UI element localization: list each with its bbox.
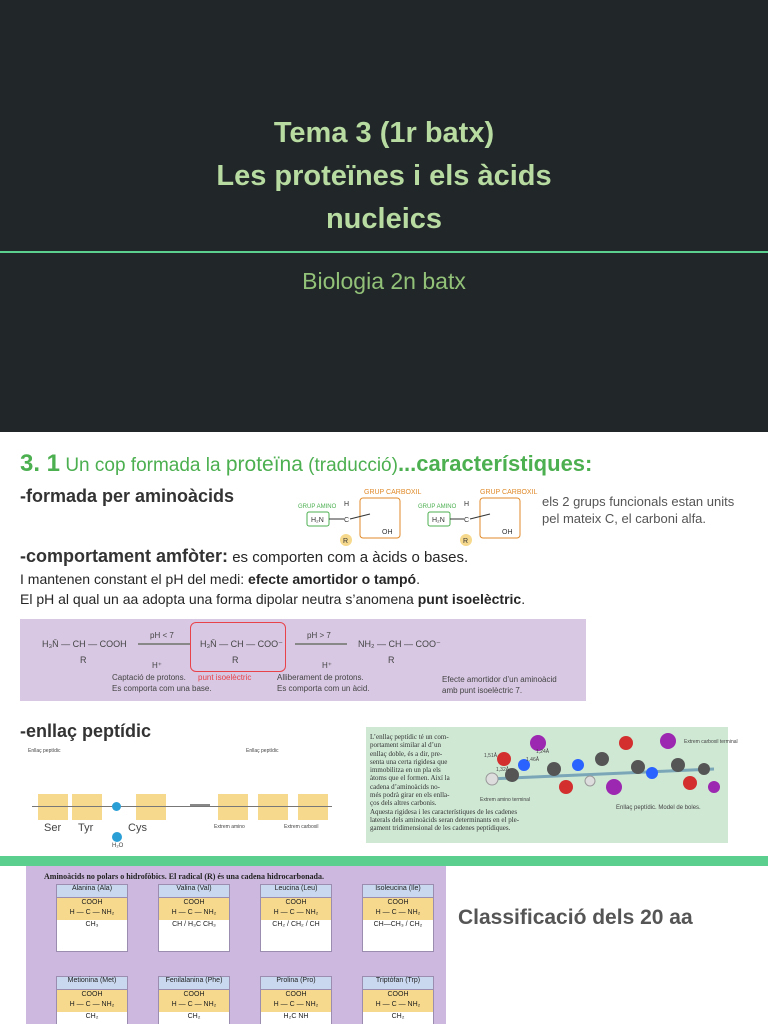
caption-alliberament: Alliberament de protons.	[277, 673, 364, 682]
aa-box-3	[136, 794, 166, 820]
oh-ball	[112, 802, 121, 811]
peptide-text-line: ços dels altres carbonis.	[370, 799, 437, 808]
tampo-bold: efecte amortidor o tampó	[248, 571, 417, 587]
water-label: H₂O	[112, 843, 124, 849]
aa-name: Metionina (Met)	[57, 977, 127, 990]
peptide-bond-figure	[28, 748, 358, 852]
heading-part-d: ...característiques:	[397, 451, 593, 476]
slide-title	[0, 112, 768, 241]
heading-number: 3. 1	[20, 450, 61, 477]
title-line-1: Tema 3 (1r batx)	[273, 117, 495, 149]
isoelectric-period: .	[521, 591, 526, 607]
c-text: C	[344, 517, 350, 524]
label-cys: Cys	[128, 822, 147, 834]
arrow-left	[138, 643, 190, 645]
aa-radical: CH₂	[187, 1013, 201, 1020]
hcnh2-text: H — C — NH₂	[171, 909, 217, 916]
aa-box-1	[38, 794, 68, 820]
amfoter-label: -comportament amfòter:	[20, 546, 229, 566]
amfoter-line	[20, 546, 468, 567]
classification-slide	[0, 866, 768, 1024]
aa-core	[159, 898, 229, 920]
caption-captacio: Captació de protons.	[112, 673, 186, 682]
section-heading	[20, 450, 592, 478]
amino-acid-table-panel	[26, 866, 446, 1024]
label-grup-carboxil-2: GRUP CARBOXIL	[480, 489, 538, 496]
characteristics-slide	[0, 432, 768, 856]
enllac-label: -enllaç peptídic	[20, 721, 152, 741]
water-ball	[112, 832, 122, 842]
formula-acid: H₃N̄ — CH — COOH	[42, 639, 127, 649]
aa-name: Alanina (Ala)	[57, 885, 127, 898]
ph-greater-7: pH > 7	[307, 631, 331, 640]
model-amino-label: Extrem amino terminal	[480, 797, 531, 803]
oh-text: OH	[382, 529, 393, 536]
peptide-text-line: L’enllaç peptídic té un com-	[370, 733, 449, 741]
structure-right	[418, 489, 538, 546]
peptide-text-line: Aquesta rigidesa i les característiques de les cadenes	[370, 807, 518, 816]
peptide-text-line: més podrà girar en els enlla-	[370, 791, 450, 800]
tampo-period: .	[416, 571, 420, 587]
peptide-text-line: immobilitza en un pla els	[370, 766, 441, 775]
aa-card-leucina	[260, 884, 332, 952]
buffer-panel	[20, 619, 586, 701]
aa-card-fenilalanina	[158, 976, 230, 1024]
formula-acid-r: R	[80, 655, 87, 665]
h-text: H	[344, 501, 350, 508]
peptide-text-line: àtoms que el formen. Així la	[370, 774, 450, 783]
hcnh2-text: H — C — NH₂	[273, 909, 319, 916]
enllac-small-label-2: Enllaç peptídic	[246, 748, 279, 754]
aa-card-prolina	[260, 976, 332, 1024]
heading-part-b: proteïna	[225, 453, 303, 476]
aa-radical: CH₂	[85, 1013, 99, 1020]
h2n-text-2: H₂N	[432, 517, 445, 524]
formula-base-r: R	[388, 655, 395, 665]
h2n-text: H₂N	[311, 517, 324, 524]
bond-length-4: 1,32Å	[496, 767, 510, 773]
classification-heading: Classificació dels 20 aa	[458, 906, 693, 929]
aa-name: Isoleucina (Ile)	[363, 885, 433, 898]
caption-punt: punt isoelèctric	[198, 673, 252, 682]
c-text-2: C	[464, 517, 470, 524]
cooh-text: COOH	[387, 899, 409, 906]
label-grup-carboxil: GRUP CARBOXIL	[364, 489, 422, 496]
caption-efecte-1: Efecte amortidor d’un aminoàcid	[442, 675, 557, 684]
reaction-arrow	[190, 804, 210, 806]
oh-text-2: OH	[502, 529, 513, 536]
cooh-text: COOH	[387, 991, 409, 998]
aa-box-5	[258, 794, 288, 820]
aa-core	[159, 990, 229, 1012]
title-line-2: Les proteïnes i els àcids	[216, 160, 552, 192]
bond-length-1: 1,24Å	[536, 749, 550, 755]
aa-core	[261, 898, 331, 920]
title-slide	[0, 0, 768, 432]
slide-subtitle: Biologia 2n batx	[302, 268, 466, 294]
arrow-right	[295, 643, 347, 645]
formula-dipolar-r: R	[232, 655, 239, 665]
amfoter-text: es comporten com a àcids o bases.	[228, 549, 469, 566]
aa-box-4	[218, 794, 248, 820]
aa-name: Fenilalanina (Phe)	[159, 977, 229, 990]
cooh-text: COOH	[81, 899, 103, 906]
aa-core	[57, 990, 127, 1012]
aa-card-metionina	[56, 976, 128, 1024]
cooh-text: COOH	[183, 991, 205, 998]
aa-box-2	[72, 794, 102, 820]
peptide-text-line: senta una certa rigidesa que	[370, 757, 448, 766]
isoelectric-text: El pH al qual un aa adopta una forma dipolar neutra s’anomena	[20, 591, 418, 607]
formula-dipolar: H₃N̄ — CH — COO⁻	[200, 639, 283, 649]
peptide-explanation-panel	[366, 727, 738, 843]
aa-core	[363, 990, 433, 1012]
ph-less-7: pH < 7	[150, 631, 174, 640]
formula-base: NH₂ — CH — COO⁻	[358, 639, 441, 649]
tampo-text: I mantenen constant el pH del medi:	[20, 571, 249, 587]
peptide-text-line: cadena d’aminoàcids no-	[370, 782, 440, 791]
backbone-line	[32, 806, 332, 807]
heading-part-a: Un cop formada la	[65, 455, 226, 476]
peptide-text-line: enllaç doble, és a dir, pre-	[370, 749, 443, 758]
aa-core	[363, 898, 433, 920]
caption-acid: Es comporta com un àcid.	[277, 684, 370, 693]
aa-name: Prolina (Pro)	[261, 977, 331, 990]
cooh-text: COOH	[285, 899, 307, 906]
aa-card-alanina	[56, 884, 128, 952]
peptide-text-line: portament similar al d’un	[370, 741, 441, 750]
aa-card-triptofan	[362, 976, 434, 1024]
cooh-text: COOH	[81, 991, 103, 998]
caption-base: Es comporta com una base.	[112, 684, 212, 693]
tampo-line	[20, 571, 420, 587]
aa-radical: CH₂ / CH₂ / CH	[272, 921, 320, 928]
hplus-right: H⁺	[322, 661, 332, 670]
formada-label: -formada per aminoàcids	[20, 486, 235, 506]
aa-box-6	[298, 794, 328, 820]
hplus-left: H⁺	[152, 661, 162, 670]
aa-radical: CH₃	[85, 921, 99, 928]
aa-radical: CH—CH₃ / CH₂	[373, 921, 423, 928]
label-tyr: Tyr	[78, 822, 94, 834]
slide-separator	[0, 856, 768, 866]
hcnh2-text: H — C — NH₂	[375, 1001, 421, 1008]
cooh-text: COOH	[285, 991, 307, 998]
heading-part-c: (traducció)	[302, 455, 398, 476]
title-divider	[0, 251, 768, 253]
amino-acid-structure-diagram	[292, 484, 540, 550]
model-caption: Enllaç peptídic. Model de boles.	[616, 805, 701, 811]
label-grup-amino: GRUP AMINO	[298, 504, 337, 510]
extrem-carboxil-label: Extrem carboxil	[284, 824, 319, 830]
bond-length-3: 1,51Å	[484, 753, 498, 759]
aa-name: Valina (Val)	[159, 885, 229, 898]
hcnh2-text: H — C — NH₂	[69, 909, 115, 916]
bond-length-2: 1,46Å	[526, 757, 540, 763]
aa-core	[57, 898, 127, 920]
aa-core	[261, 990, 331, 1012]
label-grup-amino-2: GRUP AMINO	[418, 504, 457, 510]
aa-radical: CH₂	[391, 1013, 405, 1020]
hcnh2-text: H — C — NH₂	[69, 1001, 115, 1008]
hcnh2-text: H — C — NH₂	[171, 1001, 217, 1008]
aa-radical: H₂C NH	[283, 1013, 309, 1020]
h-text-2: H	[464, 501, 470, 508]
panel-title: Aminoàcids no polars o hidrofòbics. El radical (R) és una cadena hidrocarbonada.	[44, 872, 324, 881]
caption-efecte-2: amb punt isoelèctric 7.	[442, 686, 523, 695]
title-line-3: nucleics	[325, 203, 443, 235]
r-text: R	[343, 538, 349, 545]
hcnh2-text: H — C — NH₂	[273, 1001, 319, 1008]
aa-card-isoleucina	[362, 884, 434, 952]
cooh-text: COOH	[183, 899, 205, 906]
extrem-amino-label: Extrem amino	[214, 824, 245, 830]
r-text-2: R	[463, 538, 469, 545]
hcnh2-text: H — C — NH₂	[375, 909, 421, 916]
structure-left	[298, 489, 422, 546]
groups-note-1: els 2 grups funcionals estan units	[542, 494, 735, 509]
aa-name: Triptòfan (Trp)	[363, 977, 433, 990]
peptide-text-line: gament tridimensional de les cadenes peptídiques.	[370, 824, 511, 833]
groups-note-2: pel mateix C, el carboni alfa.	[542, 511, 707, 526]
model-carboxil-label: Extrem carboxil terminal	[684, 739, 738, 745]
aa-name: Leucina (Leu)	[261, 885, 331, 898]
label-ser: Ser	[44, 822, 62, 834]
aa-card-valina	[158, 884, 230, 952]
peptide-text-line: laterals dels aminoàcids seran determinants en el ple-	[370, 815, 520, 824]
isoelectric-line	[20, 591, 525, 607]
aa-radical: CH / H₃C CH₃	[172, 921, 216, 928]
isoelectric-bold: punt isoelèctric	[417, 591, 522, 607]
enllac-small-label: Enllaç peptídic	[28, 748, 61, 754]
